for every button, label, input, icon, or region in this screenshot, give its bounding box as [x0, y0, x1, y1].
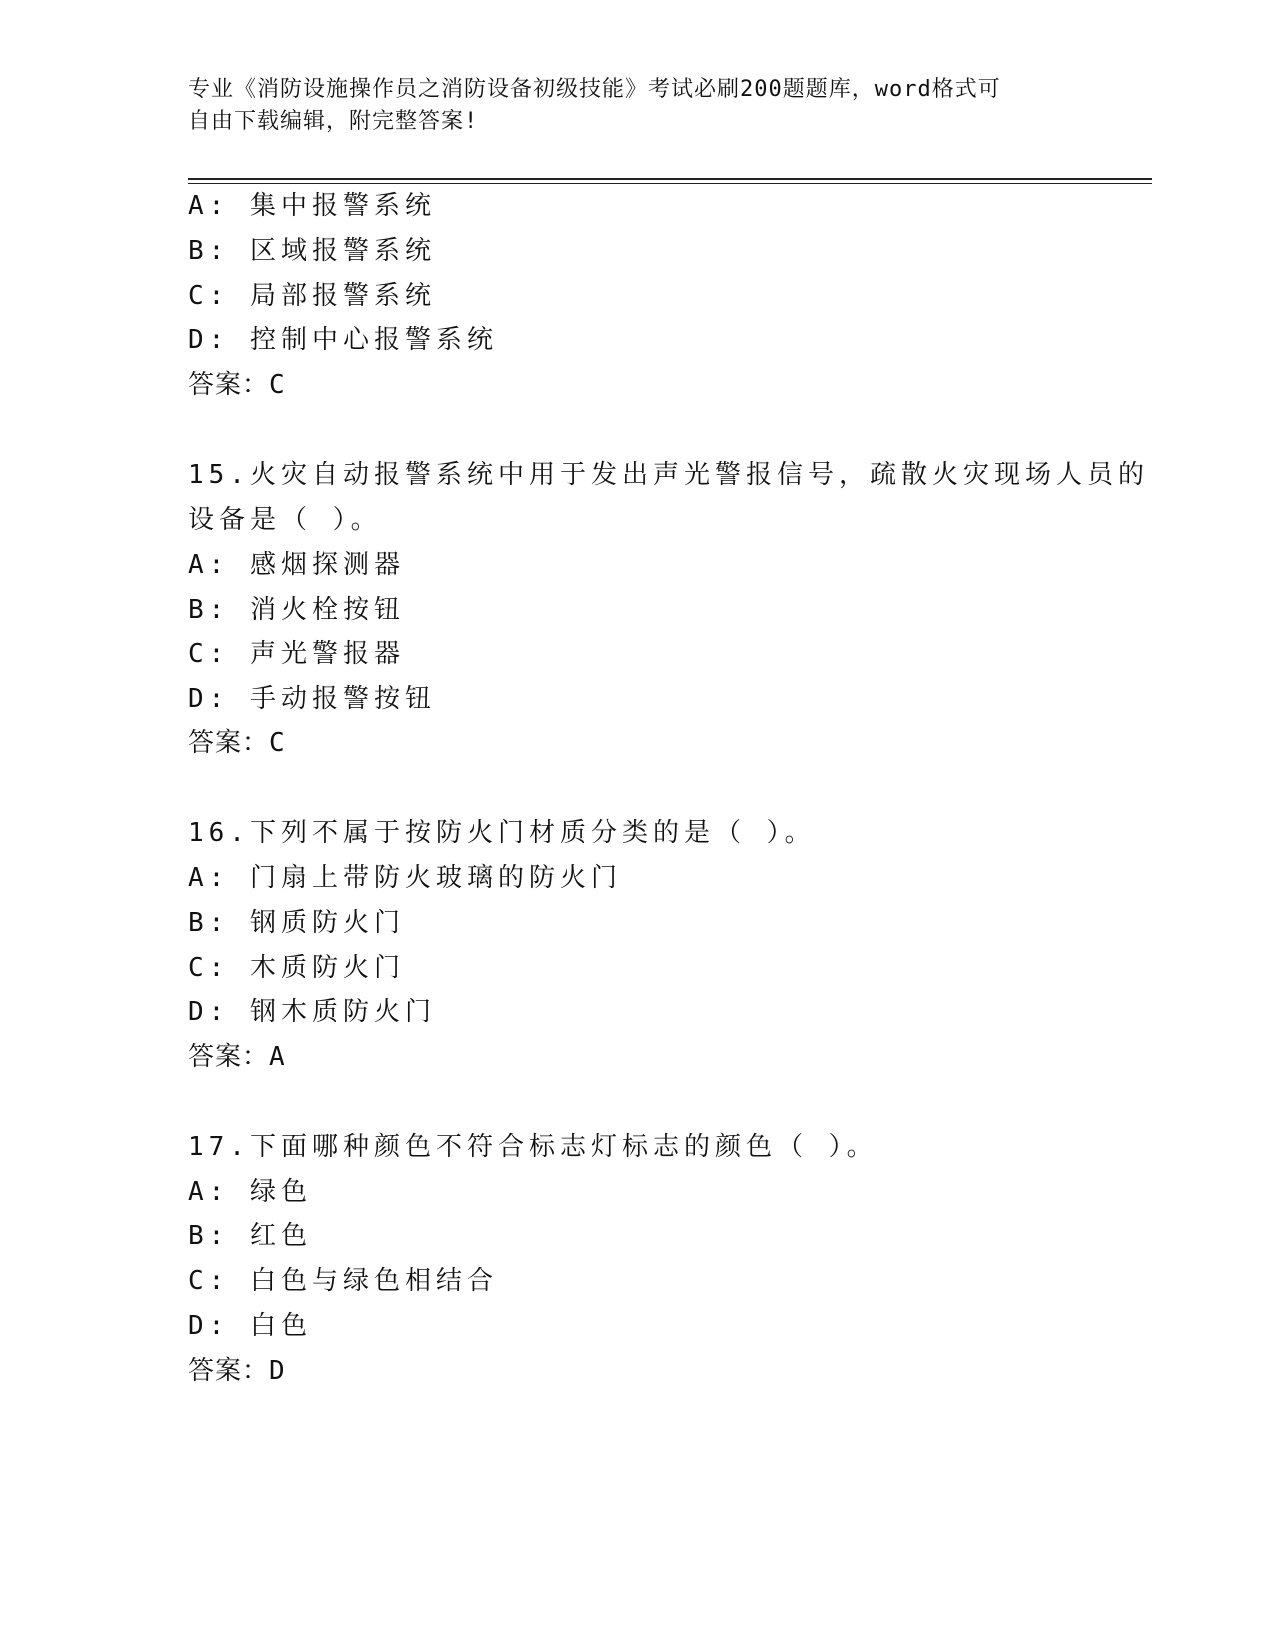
header-divider-thick: [188, 178, 1152, 180]
q16-stem: 16.下列不属于按防火门材质分类的是（ ）。: [188, 818, 816, 848]
q15-option-a: A: 感烟探测器: [188, 550, 405, 580]
q16-option-a: A: 门扇上带防火玻璃的防火门: [188, 863, 622, 893]
q16-option-b: B: 钢质防火门: [188, 908, 405, 938]
header-divider-thin: [188, 183, 1152, 184]
q17-stem: 17.下面哪种颜色不符合标志灯标志的颜色（ ）。: [188, 1132, 878, 1162]
document-header: [188, 74, 1068, 138]
q15-answer: 答案：C: [188, 728, 286, 758]
q17-option-d: D: 白色: [188, 1311, 312, 1341]
q16-option-c: C: 木质防火门: [188, 953, 405, 983]
q17-option-c: C: 白色与绿色相结合: [188, 1266, 498, 1296]
q14-answer: 答案：C: [188, 370, 286, 400]
q15-option-d: D: 手动报警按钮: [188, 684, 436, 714]
q17-option-b: B: 红色: [188, 1221, 312, 1251]
q15-option-c: C: 声光警报器: [188, 639, 405, 669]
header-line-1: 专业《消防设施操作员之消防设备初级技能》考试必刷200题题库，word格式可: [188, 77, 1001, 102]
q14-option-d: D: 控制中心报警系统: [188, 325, 498, 355]
q15-option-b: B: 消火栓按钮: [188, 595, 405, 625]
q17-answer: 答案：D: [188, 1356, 286, 1386]
q15-stem-line-1: 15.火灾自动报警系统中用于发出声光警报信号，疏散火灾现场人员的: [188, 460, 1149, 490]
header-line-2: 自由下载编辑，附完整答案!: [188, 109, 479, 134]
q14-option-a: A: 集中报警系统: [188, 191, 436, 221]
q14-option-b: B: 区域报警系统: [188, 236, 436, 266]
q14-option-c: C: 局部报警系统: [188, 281, 436, 311]
q15-stem-line-2: 设备是（ ）。: [188, 505, 382, 535]
q16-answer: 答案：A: [188, 1042, 286, 1072]
q16-option-d: D: 钢木质防火门: [188, 997, 436, 1027]
q17-option-a: A: 绿色: [188, 1177, 312, 1207]
